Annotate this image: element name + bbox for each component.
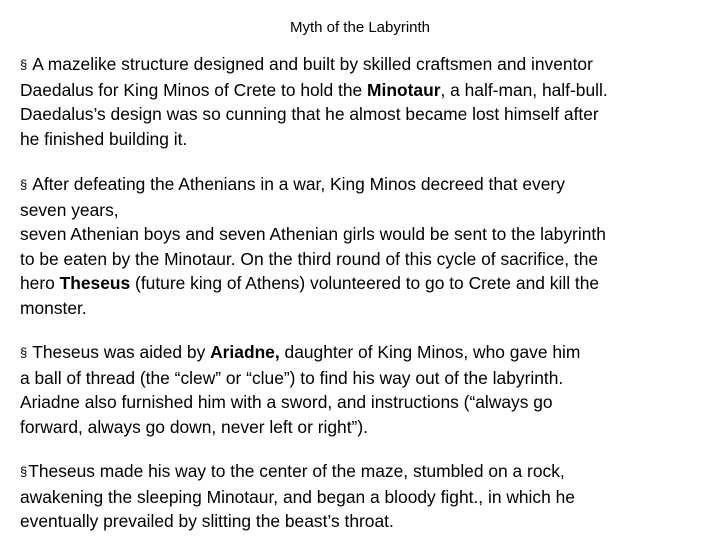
text-line (20, 247, 710, 272)
text-run: eventually prevailed by slitting the beast’s throat. (20, 511, 394, 531)
text-run: Ariadne also furnished him with a sword, and instructions (“always go (20, 392, 553, 412)
text-line (20, 172, 710, 198)
bullet-paragraph-1 (20, 52, 710, 151)
text-run: hero (20, 273, 60, 293)
bullet-paragraph-2 (20, 172, 710, 320)
bullet-paragraph-3 (20, 340, 710, 439)
text-run: Theseus made his way to the center of the maze, stumbled on a rock, (28, 461, 565, 481)
bold-term: Ariadne, (210, 342, 280, 362)
bold-term: Theseus (59, 273, 131, 293)
bullet-icon: § (20, 464, 28, 479)
text-run: monster. (20, 297, 87, 318)
text-line (20, 198, 710, 223)
page-title: Myth of the Labyrinth (289, 19, 431, 36)
text-run: , a half-man, half-bull. (440, 79, 608, 100)
text-run: Daedalus for King Minos of Crete to hold the (20, 79, 368, 100)
text-line (20, 102, 710, 127)
text-run: seven Athenian boys and seven Athenian girls would be sent to the labyrinth (20, 224, 606, 244)
text-run: awakening the sleeping Minotaur, and began a bloody fight., in which he (20, 486, 575, 507)
text-run: to be eaten by the Minotaur. On the third round of this cycle of sacrifice, the (20, 248, 599, 269)
text-run: a ball of thread (the “clew” or “clue”) to find his way out of the labyrinth. (20, 367, 564, 388)
text-line (20, 366, 710, 391)
text-line (20, 485, 710, 510)
text-run: A mazelike structure designed and built by skilled craftsmen and inventor (32, 54, 593, 74)
bold-term: Minotaur (367, 79, 441, 100)
text-line (20, 390, 710, 415)
text-run: forward, always go down, never left or right”). (20, 416, 368, 437)
text-line (20, 340, 710, 366)
text-run: seven years, (20, 199, 119, 220)
text-line (20, 296, 710, 321)
bullet-paragraph-4 (20, 459, 710, 534)
text-run: (future king of Athens) volunteered to go to Crete and kill the (130, 273, 600, 293)
bullet-icon: § (20, 57, 28, 72)
text-run: After defeating the Athenians in a war, King Minos decreed that every (32, 174, 565, 194)
bullet-icon: § (20, 345, 28, 360)
bullet-icon: § (20, 177, 28, 192)
text-line (20, 222, 710, 247)
text-line (20, 78, 710, 103)
text-line (20, 415, 710, 440)
text-run: Theseus was aided by (32, 342, 211, 362)
text-run: he finished building it. (20, 128, 188, 149)
text-line (20, 127, 710, 152)
text-run: Daedalus’s design was so cunning that he almost became lost himself after (20, 104, 599, 124)
text-line (20, 271, 710, 296)
text-line (20, 52, 710, 78)
text-line (20, 459, 710, 485)
text-run: daughter of King Minos, who gave him (279, 342, 581, 362)
text-line (20, 509, 710, 534)
